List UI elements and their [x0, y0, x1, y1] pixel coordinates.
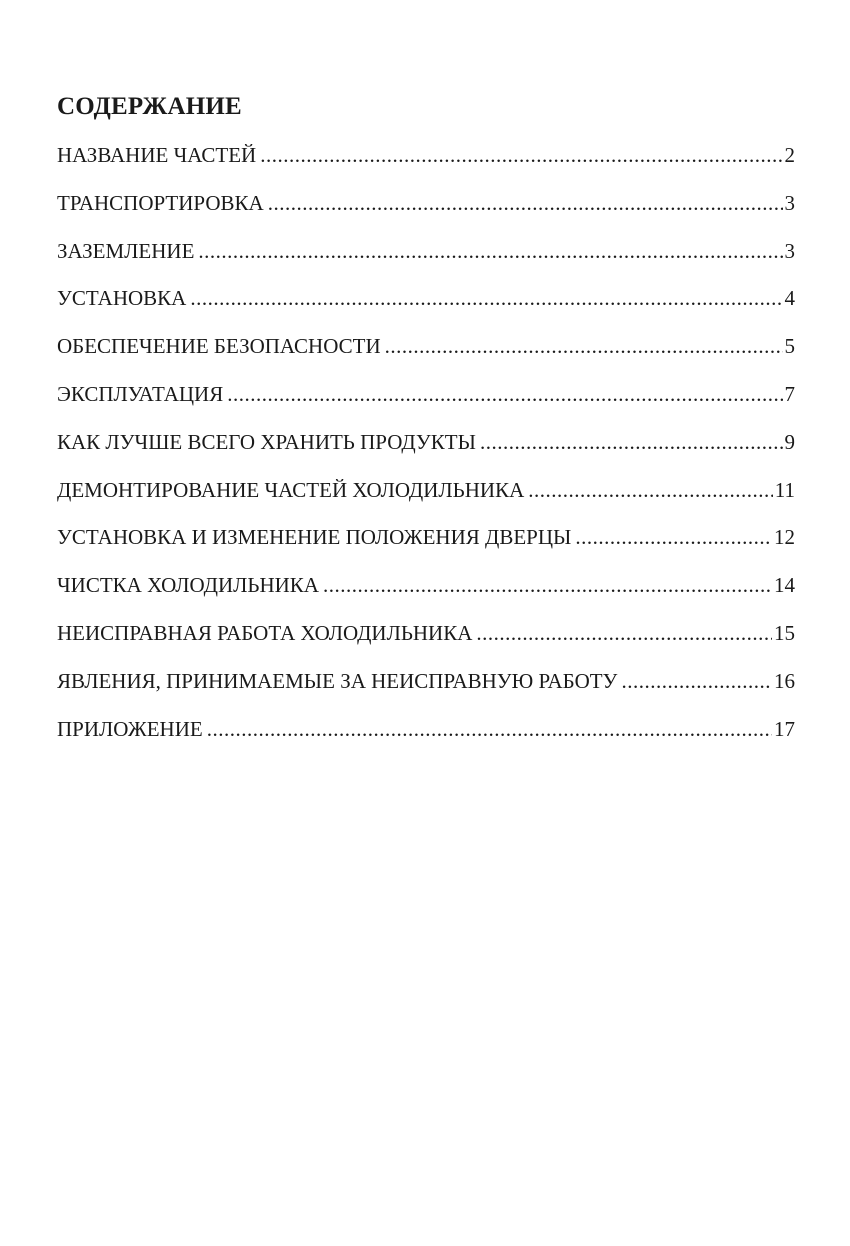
toc-entry-grounding [57, 236, 795, 284]
toc-entry-parts-names [57, 140, 795, 188]
toc-dot-leader [476, 618, 772, 648]
toc-entry-page: 15 [774, 620, 795, 645]
toc-entry-label: УСТАНОВКА [57, 286, 187, 311]
toc-entry-page: 3 [784, 190, 795, 215]
toc-entry-page: 14 [774, 573, 795, 598]
toc-entry-label: УСТАНОВКА И ИЗМЕНЕНИЕ ПОЛОЖЕНИЯ ДВЕРЦЫ [57, 525, 572, 550]
toc-entry-appendix [57, 714, 795, 762]
toc-entry-operation [57, 379, 795, 427]
toc-entry-label: ПРИЛОЖЕНИЕ [57, 716, 203, 741]
toc-dot-leader [480, 427, 783, 457]
toc-entry-label: НАЗВАНИЕ ЧАСТЕЙ [57, 143, 257, 167]
toc-entry-food-storage [57, 427, 795, 475]
toc-list [57, 140, 795, 761]
toc-entry-page: 2 [784, 143, 795, 167]
toc-entry-page: 12 [774, 525, 795, 550]
toc-entry-transport [57, 188, 795, 236]
toc-dot-leader [528, 475, 773, 505]
toc-dot-leader [190, 283, 782, 313]
toc-entry-door-reversal [57, 522, 795, 570]
toc-entry-cleaning [57, 570, 795, 618]
toc-entry-false-malfunction [57, 666, 795, 714]
toc-dot-leader [268, 188, 783, 218]
toc-entry-label: ЯВЛЕНИЯ, ПРИНИМАЕМЫЕ ЗА НЕИСПРАВНУЮ РАБОТУ [57, 668, 618, 693]
toc-entry-label: КАК ЛУЧШЕ ВСЕГО ХРАНИТЬ ПРОДУКТЫ [57, 429, 476, 454]
toc-entry-page: 3 [784, 238, 795, 263]
toc-entry-page: 16 [774, 668, 795, 693]
toc-entry-label: ОБЕСПЕЧЕНИЕ БЕЗОПАСНОСТИ [57, 334, 381, 359]
toc-dot-leader [323, 570, 772, 600]
toc-dot-leader [575, 522, 772, 552]
toc-entry-label: ТРАНСПОРТИРОВКА [57, 190, 264, 215]
toc-entry-page: 7 [784, 381, 795, 406]
toc-dot-leader [260, 140, 782, 170]
toc-dot-leader [227, 379, 782, 409]
toc-entry-disassembly [57, 475, 795, 523]
toc-dot-leader [198, 236, 782, 266]
toc-entry-page: 11 [774, 477, 795, 502]
toc-entry-malfunction [57, 618, 795, 666]
toc-entry-page: 4 [784, 286, 795, 311]
toc-entry-installation [57, 283, 795, 331]
toc-dot-leader [621, 666, 772, 696]
toc-entry-label: ЭКСПЛУАТАЦИЯ [57, 381, 224, 406]
toc-entry-page: 9 [784, 429, 795, 454]
toc-entry-page: 17 [774, 716, 795, 741]
toc-entry-label: НЕИСПРАВНАЯ РАБОТА ХОЛОДИЛЬНИКА [57, 620, 473, 645]
toc-entry-safety [57, 331, 795, 379]
toc-entry-label: ЧИСТКА ХОЛОДИЛЬНИКА [57, 573, 319, 598]
toc-entry-label: ДЕМОНТИРОВАНИЕ ЧАСТЕЙ ХОЛОДИЛЬНИКА [57, 477, 525, 502]
toc-entry-page: 5 [784, 334, 795, 359]
toc-title: СОДЕРЖАНИЕ [57, 93, 242, 120]
toc-entry-label: ЗАЗЕМЛЕНИЕ [57, 238, 195, 263]
toc-dot-leader [385, 331, 783, 361]
toc-dot-leader [207, 714, 772, 744]
